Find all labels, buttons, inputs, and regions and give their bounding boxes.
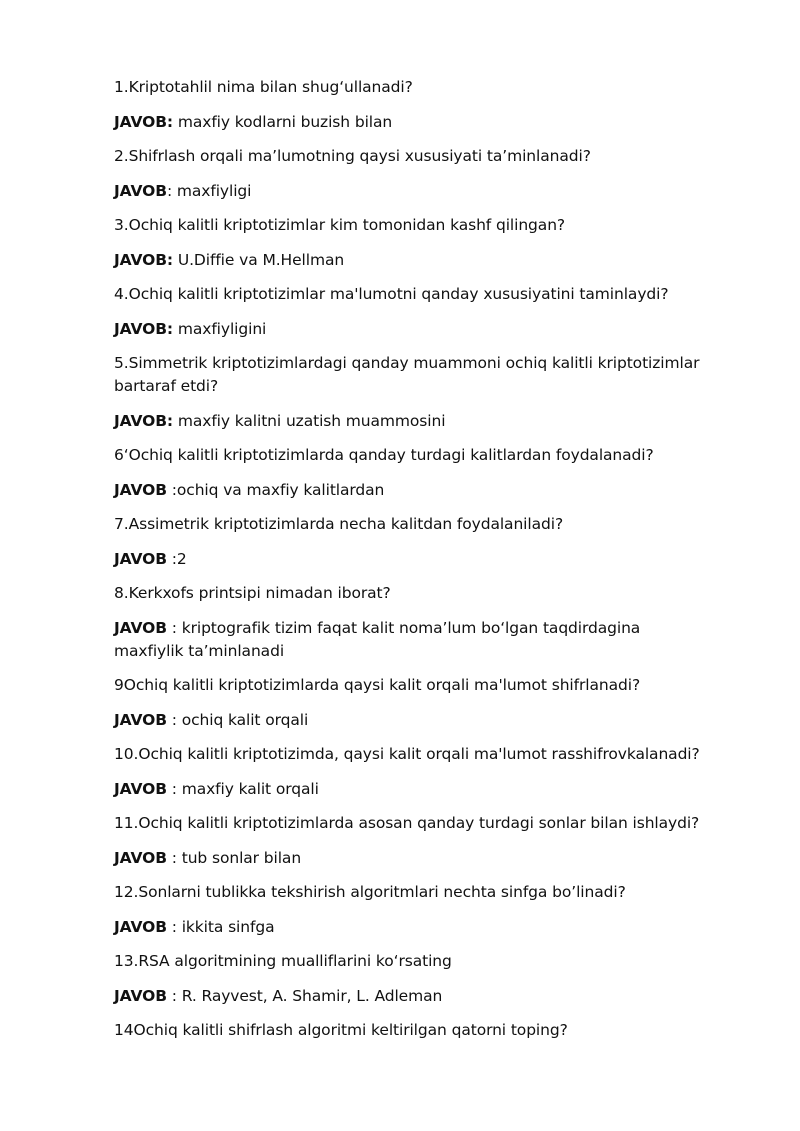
question-14: 14Ochiq kalitli shifrlash algoritmi keltirilgan qatorni toping? <box>114 1021 568 1039</box>
question-4: 4.Ochiq kalitli kriptotizimlar ma'lumotni qanday xususiyatini taminlaydi? <box>114 285 669 303</box>
answer-label: JAVOB: <box>114 112 174 131</box>
answer-label: JAVOB: <box>114 250 174 269</box>
answer-label: JAVOB <box>114 618 167 637</box>
answer-8 <box>114 617 714 663</box>
answer-label: JAVOB <box>114 549 167 568</box>
question-13: 13.RSA algoritmining mualliflarini ko‘rsating <box>114 952 452 970</box>
answer-label: JAVOB <box>114 710 167 729</box>
answer-text: : R. Rayvest, A. Shamir, L. Adleman <box>166 986 443 1005</box>
answer-text: maxfiyligini <box>173 319 267 338</box>
answer-2 <box>114 180 714 203</box>
question-2: 2.Shifrlash orqali ma’lumotning qaysi xususiyati ta’minlanadi? <box>114 147 591 165</box>
answer-text: :2 <box>166 549 187 568</box>
question-10: 10.Ochiq kalitli kriptotizimda, qaysi kalit orqali ma'lumot rasshifrovkalanadi? <box>114 745 700 763</box>
question-9: 9Ochiq kalitli kriptotizimlarda qaysi kalit orqali ma'lumot shifrlanadi? <box>114 676 641 694</box>
answer-label: JAVOB <box>114 917 167 936</box>
answer-7 <box>114 548 714 571</box>
question-3: 3.Ochiq kalitli kriptotizimlar kim tomonidan kashf qilingan? <box>114 216 566 234</box>
answer-label: JAVOB <box>114 181 167 200</box>
answer-label: JAVOB <box>114 848 167 867</box>
question-7: 7.Assimetrik kriptotizimlarda necha kalitdan foydalaniladi? <box>114 515 564 533</box>
answer-text: maxfiy kodlarni buzish bilan <box>173 112 393 131</box>
answer-6 <box>114 479 714 502</box>
answer-label: JAVOB <box>114 480 167 499</box>
question-8: 8.Kerkxofs printsipi nimadan iborat? <box>114 584 391 602</box>
question-12: 12.Sonlarni tublikka tekshirish algoritmlari nechta sinfga bo’linadi? <box>114 883 626 901</box>
answer-text: : maxfiy kalit orqali <box>166 779 319 798</box>
answer-11 <box>114 847 714 870</box>
answer-text: U.Diffie va M.Hellman <box>173 250 345 269</box>
answer-3 <box>114 249 714 272</box>
answer-label: JAVOB: <box>114 411 174 430</box>
document-body <box>114 76 714 1054</box>
question-1: 1.Kriptotahlil nima bilan shug‘ullanadi? <box>114 78 413 96</box>
answer-text: maxfiy kalitni uzatish muammosini <box>173 411 446 430</box>
answer-text: : tub sonlar bilan <box>166 848 302 867</box>
answer-4 <box>114 318 714 341</box>
answer-10 <box>114 778 714 801</box>
answer-label: JAVOB: <box>114 319 174 338</box>
answer-12 <box>114 916 714 939</box>
answer-5 <box>114 410 714 433</box>
answer-text: : kriptografik tizim faqat kalit noma’lum bo‘lgan taqdirdagina maxfiylik ta’minlanadi <box>114 618 641 660</box>
answer-text: : ikkita sinfga <box>166 917 275 936</box>
question-6: 6‘Ochiq kalitli kriptotizimlarda qanday turdagi kalitlardan foydalanadi? <box>114 446 654 464</box>
question-11: 11.Ochiq kalitli kriptotizimlarda asosan qanday turdagi sonlar bilan ishlaydi? <box>114 814 700 832</box>
question-5: 5.Simmetrik kriptotizimlardagi qanday muammoni ochiq kalitli kriptotizimlar bartaraf etdi? <box>114 354 700 395</box>
answer-label: JAVOB <box>114 986 167 1005</box>
answer-1 <box>114 111 714 134</box>
answer-13 <box>114 985 714 1008</box>
answer-text: :ochiq va maxfiy kalitlardan <box>166 480 385 499</box>
answer-text: : ochiq kalit orqali <box>166 710 309 729</box>
answer-label: JAVOB <box>114 779 167 798</box>
answer-text: : maxfiyligi <box>166 181 252 200</box>
answer-9 <box>114 709 714 732</box>
